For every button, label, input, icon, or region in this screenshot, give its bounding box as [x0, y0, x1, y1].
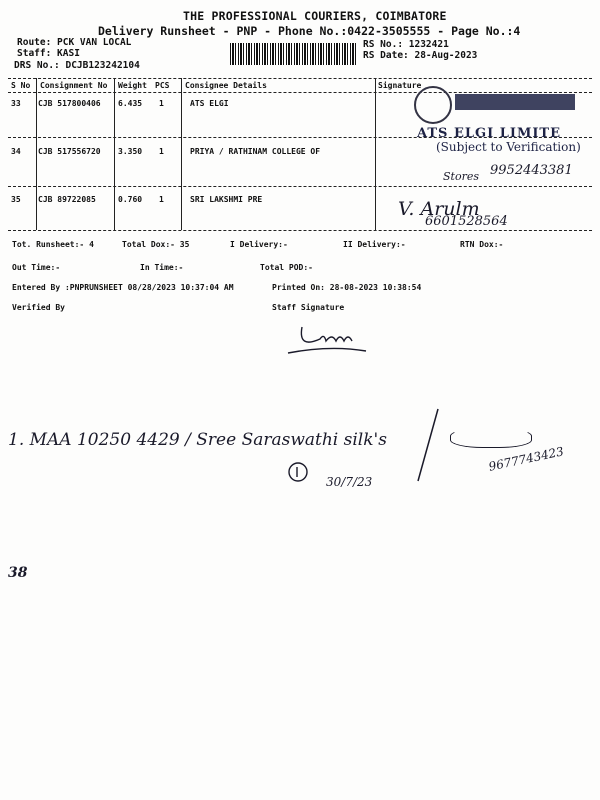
- company-seal: [414, 86, 452, 124]
- col-sno: S No: [11, 81, 31, 90]
- row-pcs: 1: [159, 195, 164, 204]
- total-dox: Total Dox:- 35: [122, 240, 190, 249]
- note-signature-scribble: [450, 428, 532, 448]
- row-consignee: ATS ELGI: [190, 99, 229, 108]
- company-title: THE PROFESSIONAL COURIERS, COIMBATORE: [183, 9, 447, 23]
- row-rule: [8, 230, 592, 231]
- row-consignee: PRIYA / RATHINAM COLLEGE OF: [190, 147, 321, 156]
- note-phone: 9677743423: [487, 444, 565, 474]
- row-sno: 35: [11, 195, 21, 204]
- col-weight: Weight: [118, 81, 147, 90]
- col-pcs: PCS: [155, 81, 170, 90]
- staff-signature: [280, 315, 380, 365]
- row-consignment: CJB 517556720: [38, 147, 101, 156]
- in-time: In Time:-: [140, 263, 184, 272]
- staff-label: Staff: KASI: [17, 48, 80, 59]
- note-divider: [412, 405, 442, 485]
- staff-signature-label: Staff Signature: [272, 303, 345, 312]
- row-sno: 34: [11, 147, 21, 156]
- col-consignee: Consignee Details: [185, 81, 267, 90]
- row-weight: 6.435: [118, 99, 143, 108]
- page-mark: 38: [8, 565, 28, 581]
- rs-number: RS No.: 1232421: [363, 39, 449, 50]
- entered-by: Entered By :PNPRUNSHEET 08/28/2023 10:37:04 AM: [12, 283, 234, 292]
- col-divider: [114, 78, 115, 230]
- row-pcs: 1: [159, 99, 164, 108]
- note-date: 30/7/23: [326, 475, 373, 489]
- verified-by: Verified By: [12, 303, 65, 312]
- stamp-stores: Stores: [443, 170, 479, 183]
- col-divider: [375, 78, 376, 230]
- col-signature: Signature: [378, 81, 422, 90]
- tot-runsheet: Tot. Runsheet:- 4: [12, 240, 94, 249]
- col-divider: [36, 78, 37, 230]
- printed-on: Printed On: 28-08-2023 10:38:54: [272, 283, 422, 292]
- table-top-rule: [8, 78, 592, 79]
- rs-date: RS Date: 28-Aug-2023: [363, 50, 478, 61]
- route-label: Route: PCK VAN LOCAL: [17, 37, 132, 48]
- row-consignment: CJB 89722085: [38, 195, 96, 204]
- rtn-dox: RTN Dox:-: [460, 240, 504, 249]
- stamp-verification: (Subject to Verification): [436, 140, 581, 154]
- col-consignment: Consignment No: [40, 81, 108, 90]
- out-time: Out Time:-: [12, 263, 61, 272]
- ii-delivery: II Delivery:-: [343, 240, 406, 249]
- row-sno: 33: [11, 99, 21, 108]
- row-pcs: 1: [159, 147, 164, 156]
- stamp-company: ATS ELGI LIMITE: [417, 126, 561, 141]
- row-rule: [8, 186, 592, 187]
- col-divider: [181, 78, 182, 230]
- handwritten-note: 1. MAA 10250 4429 / Sree Saraswathi silk's: [8, 430, 387, 450]
- barcode: [230, 43, 358, 65]
- runsheet-subtitle: Delivery Runsheet - PNP - Phone No.:0422-3505555 - Page No.:4: [98, 24, 521, 38]
- total-pod: Total POD:-: [260, 263, 313, 272]
- stamp-phone: 9952443381: [490, 163, 573, 178]
- row35-number: 6601528564: [425, 214, 508, 229]
- drs-number: DRS No.: DCJB123242104: [14, 60, 140, 71]
- row-consignment: CJB 517800406: [38, 99, 101, 108]
- stamp-logo-block: [455, 94, 575, 110]
- table-header-rule: [8, 92, 592, 93]
- row35-signature: V. Arulm: [398, 198, 480, 220]
- i-delivery: I Delivery:-: [230, 240, 288, 249]
- row-weight: 3.350: [118, 147, 143, 156]
- circled-mark-icon: [286, 460, 310, 484]
- row-weight: 0.760: [118, 195, 143, 204]
- row-consignee: SRI LAKSHMI PRE: [190, 195, 263, 204]
